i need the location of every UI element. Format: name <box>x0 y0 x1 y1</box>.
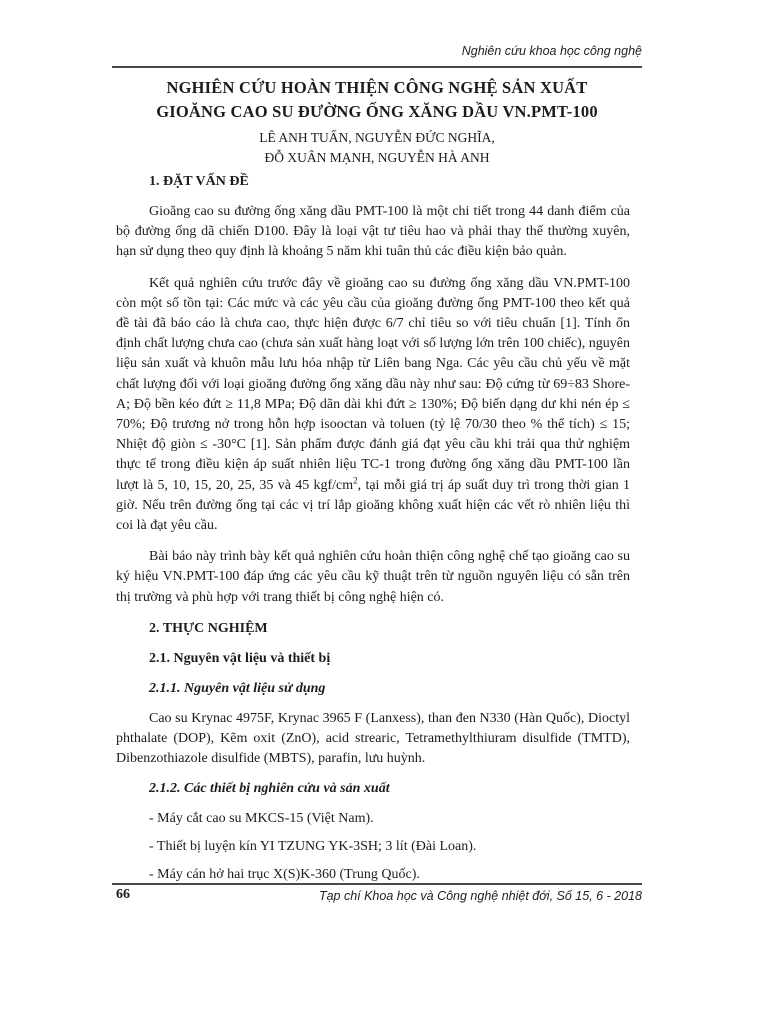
page-number: 66 <box>116 887 130 902</box>
equipment-item: - Máy cán hở hai trục X(S)K-360 (Trung Quốc). <box>149 867 420 883</box>
section-1-heading: 1. ĐẶT VẤN ĐỀ <box>149 174 249 189</box>
subsection-2-1-2-heading: 2.1.2. Các thiết bị nghiên cứu và sản xuất <box>149 781 390 797</box>
bottom-rule <box>112 883 642 885</box>
paragraph-2-text-b: , tại mỗi giá trị áp suất duy trì trong thời gian 1 giờ. Nếu trên đường ống tại các vị trí lắp gioăng không xuất hiện các vết rò nhiên liệu thì coi là đạt yêu cầu. <box>116 477 630 534</box>
subsection-2-1-heading: 2.1. Nguyên vật liệu và thiết bị <box>149 650 331 666</box>
materials-paragraph: Cao su Krynac 4975F, Krynac 3965 F (Lanxess), than đen N330 (Hàn Quốc), Dioctyl phthalate (DOP), Kẽm oxit (ZnO), acid strearic, Tetramethylthiuram disulfide (TMTD), Dibenzothiazole disulfide (MBTS), parafin, lưu huỳnh. <box>116 710 630 767</box>
author-list <box>110 128 644 168</box>
superscript-2: 2 <box>353 474 358 485</box>
journal-citation: Tạp chí Khoa học và Công nghệ nhiệt đới, Số 15, 6 - 2018 <box>318 889 642 903</box>
authors-line-1: LÊ ANH TUẤN, NGUYỄN ĐỨC NGHĨA, <box>259 130 495 145</box>
section-1-paragraph-3: Bài báo này trình bày kết quả nghiên cứu hoàn thiện công nghệ chế tạo gioăng cao su ký hiệu VN.PMT-100 đáp ứng các yêu cầu kỹ thuật trên từ nguồn nguyên liệu có sẵn trên thị trường và phù hợp với trang thiết bị công nghệ hiện có. <box>116 549 630 605</box>
equipment-item: - Thiết bị luyện kín YI TZUNG YK-3SH; 3 lít (Đài Loan). <box>149 839 477 855</box>
equipment-item: - Máy cắt cao su MKCS-15 (Việt Nam). <box>149 811 374 827</box>
title-line-2: GIOĂNG CAO SU ĐƯỜNG ỐNG XĂNG DẦU VN.PMT-100 <box>156 102 598 121</box>
running-title: Nghiên cứu khoa học công nghệ <box>461 44 642 58</box>
authors-line-2: ĐỖ XUÂN MẠNH, NGUYỄN HÀ ANH <box>264 150 490 165</box>
section-1-paragraph-1: Gioăng cao su đường ống xăng dầu PMT-100 là một chi tiết trong 44 danh điểm của bộ đường ống dã chiến D100. Đây là loại vật tư tiêu hao và phải thay thế thường xuyên, hạn sử dụng theo quy định là khoảng 5 năm khi tuân thủ các điều kiện bảo quản. <box>116 204 630 260</box>
title-line-1: NGHIÊN CỨU HOÀN THIỆN CÔNG NGHỆ SẢN XUẤT <box>166 78 588 97</box>
section-2-heading: 2. THỰC NGHIỆM <box>149 620 268 636</box>
section-1-paragraph-2 <box>116 274 630 537</box>
article-body <box>116 172 630 893</box>
subsection-2-1-1-heading: 2.1.1. Nguyên vật liệu sử dụng <box>149 680 326 696</box>
top-rule <box>112 66 642 68</box>
article-title <box>110 76 644 124</box>
paragraph-2-text-a: Kết quả nghiên cứu trước đây về gioăng cao su đường ống xăng dầu VN.PMT-100 còn một số tồn tại: Các mức và các yêu cầu của gioăng đường ống PMT-100 theo kết quả đề tài đã báo cáo là chưa cao, thực hiện được 6/7 chỉ tiêu so với tiêu chuẩn [1]. Tính ổn định chất lượng chưa cao (chưa sản xuất hàng loạt với số lượng lớn trên 100 chiếc), nguyên liệu sản xuất và khuôn mẫu lưu hóa nhập từ Liên bang Nga. Các yêu cầu chủ yếu về mặt chất lượng đối với loại gioăng đường ống xăng dầu này như sau: Độ cứng từ 69÷83 Shore-A; Độ bền kéo đứt ≥ 11,8 MPa; Độ dãn dài khi đứt ≥ 130%; Độ biến dạng dư khi nén ép ≤ 70%; Độ trương nở trong hỗn hợp isooctan và toluen (tỷ lệ 70/30 theo % thể tích) ≤ 15; Nhiệt độ giòn ≤ -30°C [1]. Sản phẩm được đánh giá đạt yêu cầu khi trải qua thử nghiệm thực tế trong điều kiện áp suất nhiên liệu TC-1 trong đường ống xăng dầu PMT-100 lần lượt là 5, 10, 15, 20, 25, 35 và 45 kgf/cm <box>116 275 630 493</box>
